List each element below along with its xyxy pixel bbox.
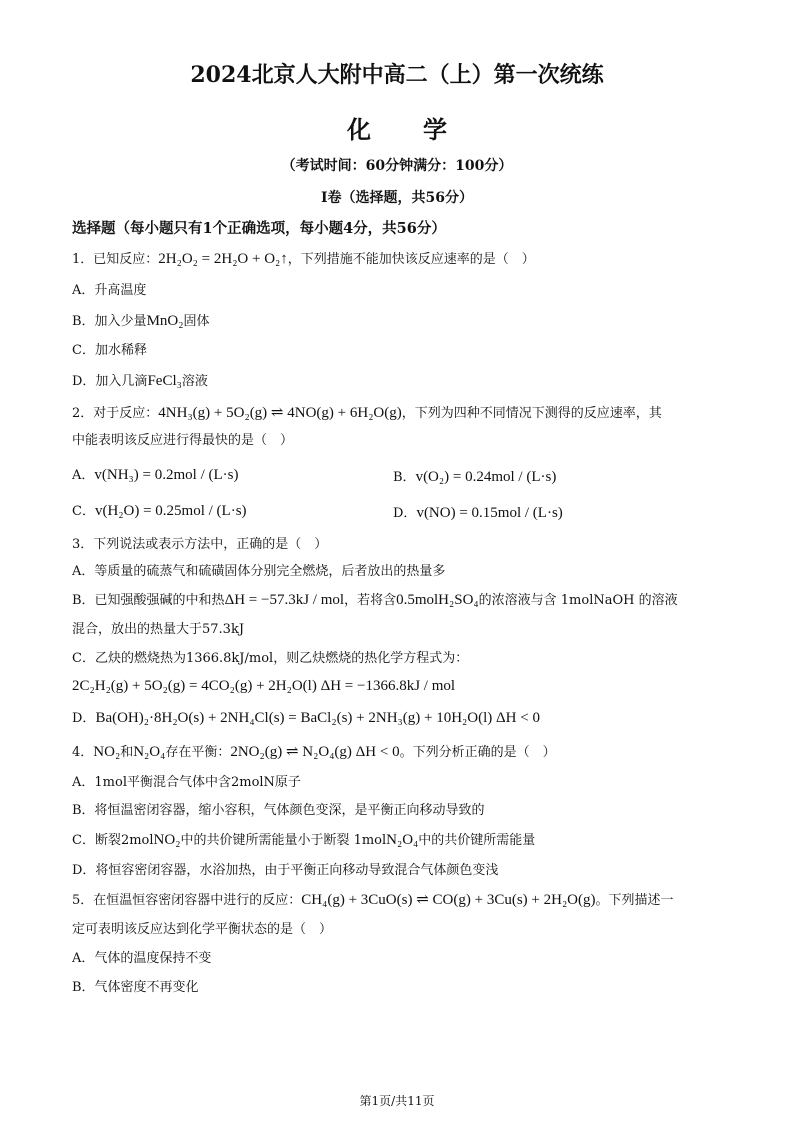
question-2-option-a [72,466,238,485]
question-4-chem-1: NO₂ [93,744,121,760]
option-c-suffix: 中的共价键所需能量 [418,833,536,848]
question-3-option-b-line-2: 混合，放出的热量大于57.3kJ [72,622,245,637]
question-5-tail: 。下列描述一 [595,893,674,908]
option-c-prefix: C．断裂2mol [72,833,154,848]
question-4-text: 存在平衡： [165,745,231,760]
question-4-option-b: B．将恒温密闭容器，缩小容积，气体颜色变深，是平衡正向移动导致的 [72,803,485,818]
question-1-option-b [72,312,209,331]
question-5-option-a: A．气体的温度保持不变 [72,951,212,966]
question-4-conjunction: 和 [120,745,134,760]
option-b-suffix: 的浓溶液与含 1molNaOH 的溶液 [478,593,678,608]
page-footer: 第1页/共11页 [359,1094,435,1108]
question-3-stem: 3．下列说法或表示方法中，正确的是（ ） [72,537,328,552]
question-4-stem [72,743,556,762]
question-4-option-c [72,831,535,850]
option-c-label: C． [72,504,95,519]
question-1-option-c: C．加水稀释 [72,343,147,358]
subject-char-1: 化 [347,115,371,144]
question-4-tail: 。下列分析正确的是（ ） [399,745,556,760]
question-3-option-b [72,591,678,610]
question-2-number: 2．对于反应： [72,406,159,421]
page-title: 2024北京人大附中高二（上）第一次统练 [190,62,604,88]
option-b-chemical: MnO₂ [146,313,184,329]
question-3-option-a: A．等质量的硫蒸气和硫磺固体分别完全燃烧，后者放出的热量多 [72,564,446,579]
question-2-option-c [72,502,247,521]
option-c-chem-2: N₂O₄ [386,832,419,848]
option-d-suffix: 溶液 [181,374,208,389]
question-4-option-d: D．将恒容密闭容器，水浴加热，由于平衡正向移动导致混合气体颜色变浅 [72,863,499,878]
question-2-stem-line-2: 中能表明该反应进行得最快的是（ ） [72,433,294,448]
question-1-tail: ，下列措施不能加快该反应速率的是（ ） [287,252,535,267]
option-c-rate: v(H₂O) = 0.25mol / (L·s) [94,503,247,519]
option-b-suffix: 固体 [183,314,210,329]
section-heading: 选择题（每小题只有1个正确选项，每小题4分，共56分） [72,220,446,237]
exam-info: （考试时间：60分钟满分：100分） [281,158,513,174]
question-1-equation: 2H₂O₂ = 2H₂O + O₂↑ [158,251,288,267]
option-b-middle: ，若将含 [344,593,397,608]
question-3-option-d [72,709,540,728]
question-3-option-c: C．乙炔的燃烧热为1366.8kJ/mol，则乙炔燃烧的热化学方程式为： [72,651,469,666]
question-2-stem [72,404,662,423]
question-1-option-a: A．升高温度 [72,283,147,298]
option-b-prefix: B．已知强酸强碱的中和热 [72,593,225,608]
question-4-chem-2: N₂O₄ [133,744,166,760]
option-d-chemical: FeCl₃ [147,373,182,389]
question-2-tail: ，下列为四种不同情况下测得的反应速率，其 [401,406,662,421]
subject-heading [0,110,794,145]
option-c-chem-1: NO₂ [153,832,181,848]
question-1-option-d [72,372,208,391]
subject-char-2: 学 [423,115,447,144]
question-4-equation: 2NO₂(g) ⇌ N₂O₄(g) ΔH < 0 [230,744,400,760]
option-b-label: B． [393,470,416,485]
option-a-rate: v(NH₃) = 0.2mol / (L·s) [94,467,239,483]
question-1-number: 1．已知反应： [72,252,159,267]
option-d-rate: v(NO) = 0.15mol / (L·s) [416,505,563,521]
question-5-equation: CH₄(g) + 3CuO(s) ⇌ CO(g) + 3Cu(s) + 2H₂O(g) [301,892,596,908]
option-b-chemical: 0.5molH₂SO₄ [396,592,479,608]
option-b-rate: v(O₂) = 0.24mol / (L·s) [415,469,557,485]
question-5-number: 5．在恒温恒容密闭容器中进行的反应： [72,893,302,908]
question-2-option-d [393,502,563,522]
option-c-middle: 中的共价键所需能量小于断裂 1mol [180,833,387,848]
question-5-stem-line-2: 定可表明该反应达到化学平衡状态的是（ ） [72,922,333,937]
option-b-prefix: B．加入少量 [72,314,147,329]
question-1-stem [72,250,535,269]
option-a-label: A． [72,468,95,483]
question-2-option-b [393,466,556,486]
question-5-option-b: B．气体密度不再变化 [72,980,199,995]
volume-heading: I卷（选择题，共56分） [320,190,474,206]
option-d-equation: Ba(OH)₂·8H₂O(s) + 2NH₄Cl(s) = BaCl₂(s) + 2NH₃(g) + 10H₂O(l) ΔH < 0 [95,710,540,726]
option-b-enthalpy: ΔH = −57.3kJ / mol [224,592,345,608]
question-5-stem [72,891,674,910]
question-4-number: 4． [72,745,94,760]
option-d-prefix: D．加入几滴 [72,374,148,389]
option-d-label: D． [72,711,96,726]
question-3-option-c-equation: 2C₂H₂(g) + 5O₂(g) = 4CO₂(g) + 2H₂O(l) ΔH = −1366.8kJ / mol [72,678,456,694]
question-4-option-a: A．1mol平衡混合气体中含2molN原子 [72,775,301,790]
question-2-equation: 4NH₃(g) + 5O₂(g) ⇌ 4NO(g) + 6H₂O(g) [158,405,402,421]
option-d-label: D． [393,506,417,521]
